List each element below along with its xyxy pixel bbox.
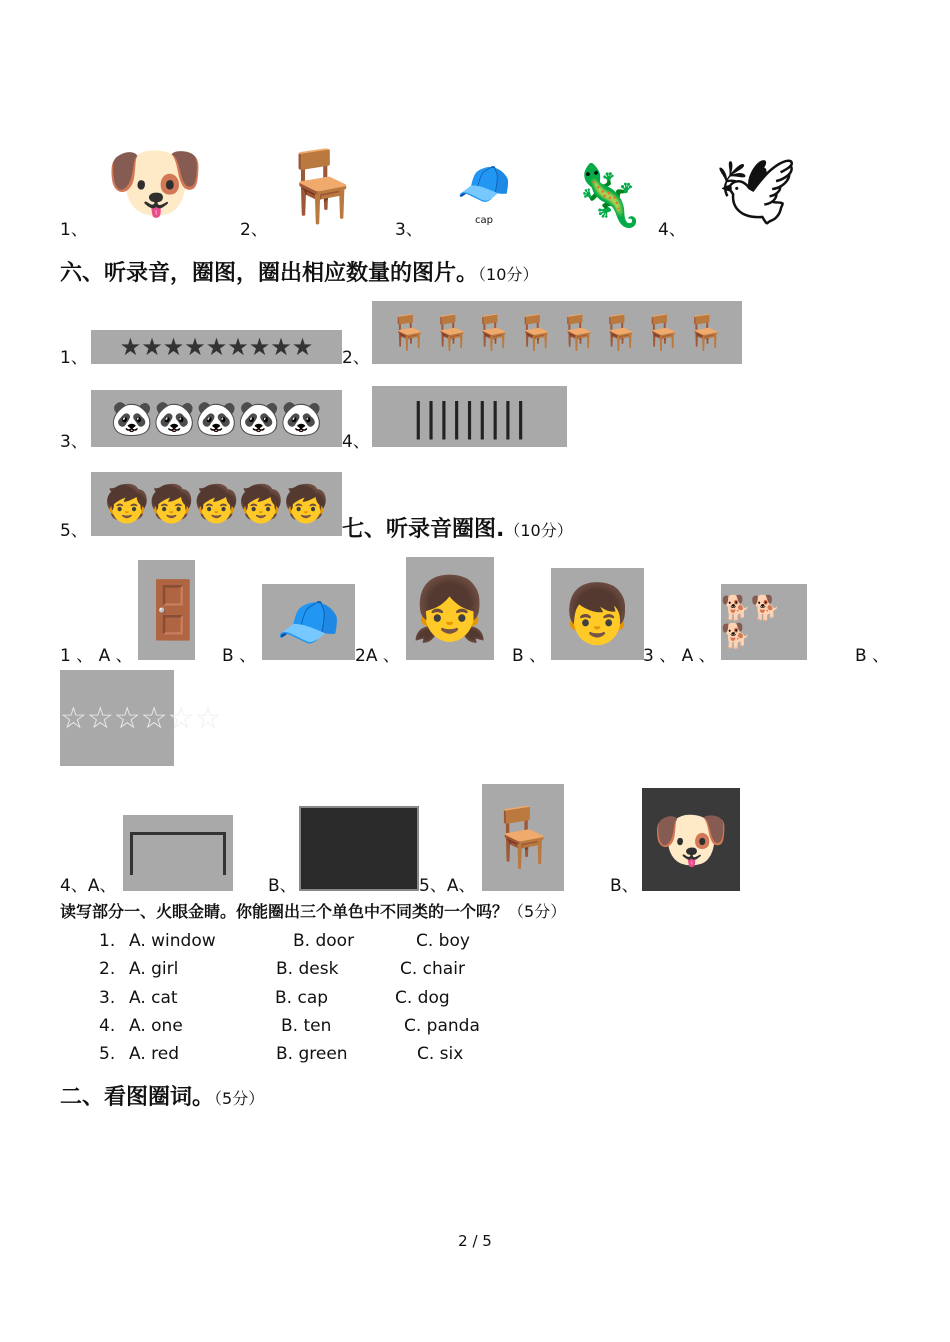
cap-picture: 🧢 cap (438, 155, 530, 228)
dogs-picture: 🐕🐕🐕 (721, 584, 807, 660)
option-b[interactable]: B. desk (276, 959, 339, 979)
option-a[interactable]: A. cat (129, 988, 178, 1008)
option-label: 2A 、 (355, 646, 400, 666)
option-b[interactable]: B. door (293, 931, 355, 951)
girl-picture: 👧 (406, 557, 494, 660)
option-a[interactable]: A. one (129, 1016, 183, 1036)
item-label: 1、 (60, 220, 88, 240)
question-number: 4. (99, 1016, 116, 1036)
cap-picture: 🧢 (262, 584, 355, 660)
item-label: 3、 (395, 220, 423, 240)
option-label: B、 (610, 876, 639, 896)
cap-caption: cap (475, 214, 493, 226)
pencils-picture: ||||||||| (372, 386, 567, 447)
question-number: 3. (99, 988, 116, 1008)
option-c[interactable]: C. chair (400, 959, 465, 979)
stars-picture: ☆☆☆☆☆☆ (60, 670, 174, 766)
dolls-picture: 🧒🧒🧒🧒🧒 (91, 472, 342, 536)
option-c[interactable]: C. boy (416, 931, 470, 951)
option-b[interactable]: B. cap (275, 988, 329, 1008)
lizard-picture: 🦎 (555, 155, 660, 235)
question-number: 5. (99, 1044, 116, 1064)
option-label: 5、A、 (419, 876, 476, 896)
item-label: 2、 (342, 348, 370, 368)
section6-heading: 六、听录音，圈图，圈出相应数量的图片。（10分） (60, 261, 539, 286)
item-label: 3、 (60, 432, 88, 452)
door-picture: 🚪 (138, 560, 195, 660)
item-label: 1、 (60, 348, 88, 368)
item-label: 4、 (658, 220, 686, 240)
option-c[interactable]: C. dog (395, 988, 450, 1008)
option-label: 4、A、 (60, 876, 117, 896)
stars-picture: ★★★★★★★★★ (91, 330, 342, 364)
option-c[interactable]: C. panda (404, 1016, 480, 1036)
option-label: 3 、 A 、 (643, 646, 716, 666)
pandas-picture: 🐼🐼🐼🐼🐼 (91, 390, 342, 447)
option-label: B 、 (222, 646, 257, 666)
section2-heading: 二、看图圈词。（5分） (60, 1085, 265, 1110)
option-label: B 、 (512, 646, 547, 666)
option-label: B、 (268, 876, 297, 896)
bird-picture: 🕊 (700, 150, 812, 235)
chair-picture: 🪑 (275, 140, 368, 232)
item-label: 5、 (60, 521, 88, 541)
desk-picture (123, 815, 233, 891)
boy-picture: 👦 (551, 568, 644, 660)
dog-picture: 🐶 (88, 130, 222, 235)
option-label: B 、 (855, 646, 890, 666)
option-label: 1 、 A 、 (60, 646, 133, 666)
chair-picture: 🪑 (482, 784, 564, 891)
chairs-picture: 🪑🪑🪑🪑🪑🪑🪑🪑 (372, 301, 742, 364)
option-a[interactable]: A. girl (129, 959, 179, 979)
section7-heading: 七、听录音圈图.（10分） (342, 517, 573, 542)
item-label: 4、 (342, 432, 370, 452)
dog-picture: 🐶 (642, 788, 740, 891)
page-number: 2 / 5 (458, 1232, 492, 1250)
option-b[interactable]: B. green (276, 1044, 348, 1064)
option-a[interactable]: A. red (129, 1044, 180, 1064)
question-number: 1. (99, 931, 116, 951)
option-a[interactable]: A. window (129, 931, 216, 951)
blackboard-picture (299, 806, 419, 891)
option-b[interactable]: B. ten (281, 1016, 332, 1036)
option-c[interactable]: C. six (417, 1044, 464, 1064)
reading-heading: 读写部分一、火眼金睛。你能圈出三个单色中不同类的一个吗？（5分） (60, 902, 567, 921)
question-number: 2. (99, 959, 116, 979)
item-label: 2、 (240, 220, 268, 240)
